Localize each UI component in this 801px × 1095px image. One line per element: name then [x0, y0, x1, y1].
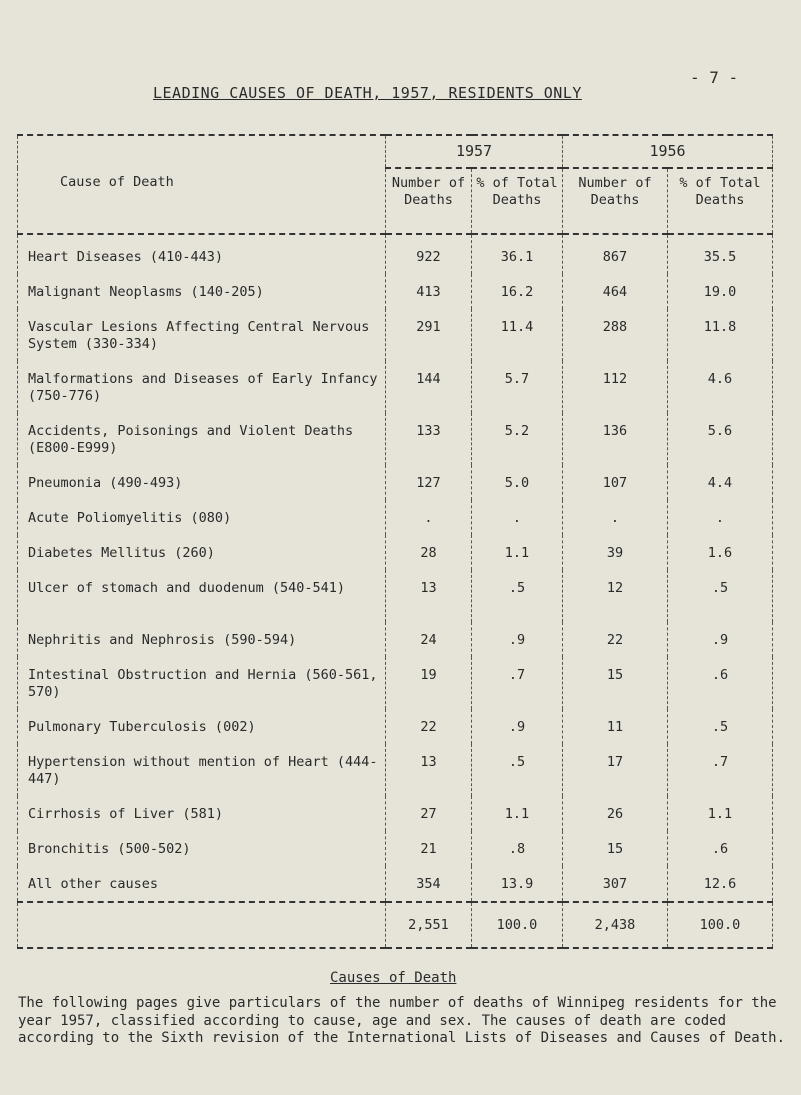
number-1957: 24	[386, 622, 472, 657]
number-1957: 21	[386, 831, 472, 866]
percent-1956: .5	[668, 570, 773, 622]
causes-of-death-table	[17, 134, 773, 949]
percent-1957: 16.2	[472, 274, 563, 309]
number-1957: 13	[386, 744, 472, 796]
table-row	[18, 570, 773, 622]
section-title: Causes of Death	[330, 970, 457, 986]
cause-cell: Diabetes Mellitus (260)	[18, 535, 386, 570]
cause-cell: Acute Poliomyelitis (080)	[18, 500, 386, 535]
number-1956: 112	[563, 361, 668, 413]
cause-cell: Hypertension without mention of Heart (444-447)	[18, 744, 386, 796]
table-row	[18, 234, 773, 274]
percent-1956: 12.6	[668, 866, 773, 902]
percent-1956: 4.6	[668, 361, 773, 413]
number-1957: 22	[386, 709, 472, 744]
percent-1956: .6	[668, 831, 773, 866]
cause-cell: Malformations and Diseases of Early Infancy (750-776)	[18, 361, 386, 413]
table-row	[18, 709, 773, 744]
page-number: - 7 -	[690, 68, 739, 87]
table-row	[18, 535, 773, 570]
number-1956: 17	[563, 744, 668, 796]
number-1957: 13	[386, 570, 472, 622]
percent-1957: .5	[472, 570, 563, 622]
table-row	[18, 309, 773, 361]
number-1957: .	[386, 500, 472, 535]
number-1957: 19	[386, 657, 472, 709]
number-1957: 144	[386, 361, 472, 413]
number-1956: 15	[563, 831, 668, 866]
table-row	[18, 361, 773, 413]
cause-cell: Heart Diseases (410-443)	[18, 234, 386, 274]
percent-1956: 5.6	[668, 413, 773, 465]
percent-1956: 19.0	[668, 274, 773, 309]
percent-1957: .	[472, 500, 563, 535]
percent-1957: 11.4	[472, 309, 563, 361]
table-row	[18, 413, 773, 465]
number-1956: 26	[563, 796, 668, 831]
number-1956: 11	[563, 709, 668, 744]
header-year-1956: 1956	[563, 135, 773, 168]
table-row	[18, 866, 773, 902]
percent-1956: .7	[668, 744, 773, 796]
percent-1956: 1.6	[668, 535, 773, 570]
percent-1957: .9	[472, 622, 563, 657]
percent-1957: 1.1	[472, 535, 563, 570]
header-percent-1956: % of Total Deaths	[668, 168, 773, 234]
percent-1956: .	[668, 500, 773, 535]
number-1956: 136	[563, 413, 668, 465]
percent-1957: .5	[472, 744, 563, 796]
cause-cell: Intestinal Obstruction and Hernia (560-561, 570)	[18, 657, 386, 709]
number-1956: 867	[563, 234, 668, 274]
percent-1956: .6	[668, 657, 773, 709]
percent-1957: 13.9	[472, 866, 563, 902]
number-1956: .	[563, 500, 668, 535]
header-year-1957: 1957	[386, 135, 563, 168]
table-row	[18, 274, 773, 309]
number-1957: 354	[386, 866, 472, 902]
table-row	[18, 744, 773, 796]
intro-paragraph: The following pages give particulars of the number of deaths of Winnipeg residents for the year 1957, classified according to cause, age and sex. The causes of death are coded according to the Sixth revision of the International Lists of Diseases and Causes of Death.	[18, 995, 786, 1046]
percent-1957: 5.7	[472, 361, 563, 413]
number-1957: 922	[386, 234, 472, 274]
cause-cell: Ulcer of stomach and duodenum (540-541)	[18, 570, 386, 622]
totals-label	[18, 902, 386, 948]
percent-1957: .7	[472, 657, 563, 709]
number-1956: 22	[563, 622, 668, 657]
number-1957: 27	[386, 796, 472, 831]
totals-row	[18, 902, 773, 948]
total-percent-1957: 100.0	[472, 902, 563, 948]
table-row	[18, 622, 773, 657]
number-1957: 28	[386, 535, 472, 570]
number-1957: 413	[386, 274, 472, 309]
percent-1957: 1.1	[472, 796, 563, 831]
percent-1956: 4.4	[668, 465, 773, 500]
percent-1956: 1.1	[668, 796, 773, 831]
page-title: LEADING CAUSES OF DEATH, 1957, RESIDENTS ONLY	[153, 84, 582, 102]
total-number-1957: 2,551	[386, 902, 472, 948]
percent-1957: 5.2	[472, 413, 563, 465]
header-number-1957: Number of Deaths	[386, 168, 472, 234]
percent-1957: .9	[472, 709, 563, 744]
table-row	[18, 831, 773, 866]
total-percent-1956: 100.0	[668, 902, 773, 948]
total-number-1956: 2,438	[563, 902, 668, 948]
number-1956: 464	[563, 274, 668, 309]
number-1957: 127	[386, 465, 472, 500]
table-row	[18, 465, 773, 500]
number-1957: 133	[386, 413, 472, 465]
cause-cell: Pneumonia (490-493)	[18, 465, 386, 500]
header-cause: Cause of Death	[18, 135, 386, 234]
percent-1956: 35.5	[668, 234, 773, 274]
table-row	[18, 796, 773, 831]
cause-cell: Bronchitis (500-502)	[18, 831, 386, 866]
number-1956: 107	[563, 465, 668, 500]
cause-cell: Vascular Lesions Affecting Central Nervous System (330-334)	[18, 309, 386, 361]
cause-cell: Pulmonary Tuberculosis (002)	[18, 709, 386, 744]
percent-1956: .5	[668, 709, 773, 744]
percent-1957: 36.1	[472, 234, 563, 274]
number-1956: 39	[563, 535, 668, 570]
cause-cell: Malignant Neoplasms (140-205)	[18, 274, 386, 309]
number-1956: 307	[563, 866, 668, 902]
cause-cell: Nephritis and Nephrosis (590-594)	[18, 622, 386, 657]
percent-1956: 11.8	[668, 309, 773, 361]
percent-1957: .8	[472, 831, 563, 866]
cause-cell: All other causes	[18, 866, 386, 902]
cause-cell: Cirrhosis of Liver (581)	[18, 796, 386, 831]
table-row	[18, 657, 773, 709]
header-percent-1957: % of Total Deaths	[472, 168, 563, 234]
table-row	[18, 500, 773, 535]
number-1956: 288	[563, 309, 668, 361]
percent-1956: .9	[668, 622, 773, 657]
number-1956: 12	[563, 570, 668, 622]
percent-1957: 5.0	[472, 465, 563, 500]
number-1957: 291	[386, 309, 472, 361]
number-1956: 15	[563, 657, 668, 709]
cause-cell: Accidents, Poisonings and Violent Deaths (E800-E999)	[18, 413, 386, 465]
header-number-1956: Number of Deaths	[563, 168, 668, 234]
